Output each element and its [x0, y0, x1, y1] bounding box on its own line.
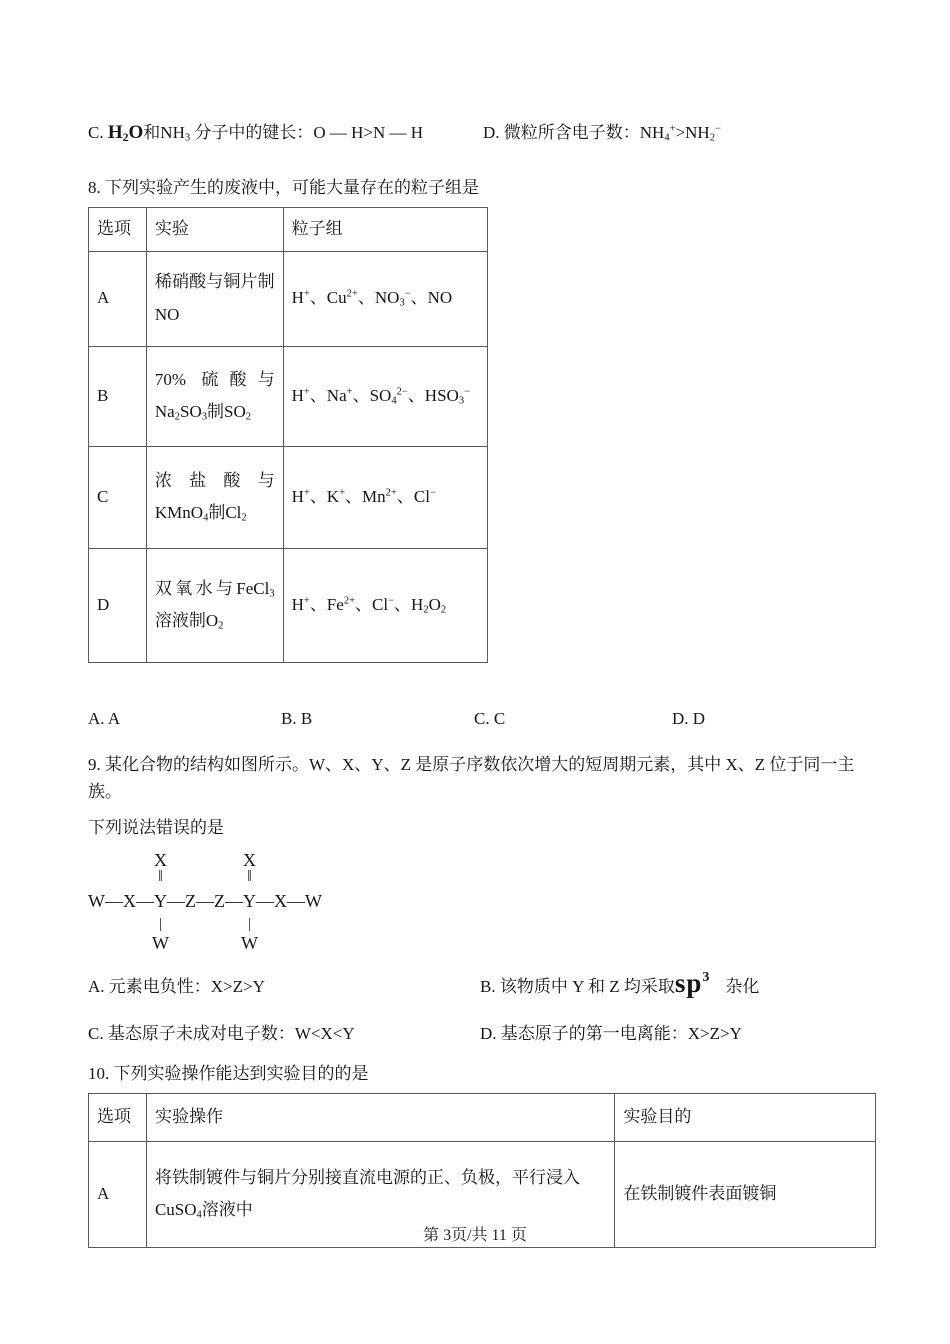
q8-title: 8. 下列实验产生的废液中，可能大量存在的粒子组是: [88, 178, 479, 197]
ions-cell: H+、K+、$Mn^{2+}$、Cl−: [283, 446, 487, 548]
operation-cell: 将铁制镀件与铜片分别接直流电源的正、负极，平行浸入CuSO$_4$溶液中: [146, 1141, 614, 1247]
q10-title: 10. 下列实验操作能达到实验目的的是: [88, 1064, 369, 1084]
footer-page-number: 第 3页/共 11 页: [423, 1227, 527, 1244]
atom: Y: [243, 891, 256, 912]
q9-option-a: A. 元素电负性：X>Z>Y: [88, 977, 265, 997]
bond-dash: —: [196, 891, 214, 912]
atom: Z: [185, 891, 196, 912]
q10-header-purpose: 实验目的: [615, 1093, 876, 1141]
q8-header-experiment: 实验: [146, 207, 283, 251]
ions-cell: H+、Na+、$SO_4^{2-}$、$HSO_3^-$: [283, 346, 487, 446]
y-atom-group: [152, 850, 169, 954]
y-atom-group: [241, 850, 258, 954]
experiment-cell: 浓盐酸与KMnO$_4$制$Cl_2$: [146, 446, 283, 548]
q9-option-d: D. 基态原子的第一电离能：X>Z>Y: [480, 1024, 742, 1044]
option-cell: B: [89, 346, 147, 446]
table-row: [89, 446, 488, 548]
q8-answer-a: A. A: [88, 708, 121, 728]
q8-answer-c: C. C: [474, 708, 506, 728]
double-bond: ‖: [158, 868, 163, 886]
q9-options-row-ab: [88, 968, 870, 999]
q9-option-c: C. 基态原子未成对电子数：W<X<Y: [88, 1024, 355, 1044]
ions-cell: H+、$Fe^{2+}$、Cl−、$H_2O_2$: [283, 548, 487, 662]
single-bond: |: [247, 916, 252, 933]
ions-cell: H+、$Cu^{2+}$、$NO_3^-$、NO: [283, 251, 487, 346]
q7-options-row: [88, 118, 870, 144]
q8-table: [88, 207, 488, 663]
double-bond: ‖: [247, 868, 252, 886]
bond-dash: —: [256, 891, 274, 912]
atom: Y: [154, 891, 167, 912]
q8-answer-b: B. B: [281, 708, 313, 728]
hybridization-sp: sp: [674, 968, 703, 999]
atom: W: [88, 891, 105, 912]
bottom-substituent-atom: W: [152, 933, 169, 954]
option-cell: D: [89, 548, 147, 662]
q8-header-row: [89, 207, 488, 251]
bond-dash: —: [167, 891, 185, 912]
q9-option-b-text: B. 该物质中 Y 和 Z 均采取: [480, 977, 675, 997]
q9-options-row-cd: [88, 1019, 870, 1044]
atom: X: [274, 891, 287, 912]
atom: X: [123, 891, 136, 912]
top-substituent-atom: X: [243, 850, 256, 871]
purpose-cell: 在铁制镀件表面镀铜: [615, 1141, 876, 1247]
table-row: [89, 548, 488, 662]
experiment-cell: 70% 硫酸与$Na_2SO_3$制$SO_2$: [146, 346, 283, 446]
bond-dash: —: [225, 891, 243, 912]
q7-option-d: D. 微粒所含电子数：$NH_4^+>NH_2^-$: [483, 123, 721, 144]
bond-dash: —: [105, 891, 123, 912]
q10-header-option: 选项: [89, 1093, 147, 1141]
q8-header-option: 选项: [89, 207, 147, 251]
experiment-cell: 双氧水与FeCl$_3$溶液制$O_2$: [146, 548, 283, 662]
bond-dash: —: [287, 891, 305, 912]
q9-title: 9. 某化合物的结构如图所示。W、X、Y、Z 是原子序数依次增大的短周期元素，其中 X、Z 位于同一主族。: [88, 754, 855, 801]
q9-option-b-suffix: 杂化: [725, 977, 760, 997]
option-cell: A: [89, 1141, 147, 1247]
q9-option-b: [480, 968, 759, 999]
q9-title-continued: 下列说法错误的是: [88, 818, 224, 838]
q7-option-c: C. $H_2O$和$NH_3$ 分子中的键长：O — H>N — H: [88, 122, 424, 144]
single-bond: |: [158, 916, 163, 933]
q8-answer-d: D. D: [672, 708, 706, 728]
experiment-cell: 稀硝酸与铜片制NO: [146, 251, 283, 346]
q10-header-operation: 实验操作: [146, 1093, 614, 1141]
hybridization-exponent: 3: [702, 970, 710, 986]
atom: W: [305, 891, 322, 912]
q10-header-row: [89, 1093, 876, 1141]
top-substituent-atom: X: [154, 850, 167, 871]
option-cell: A: [89, 251, 147, 346]
bottom-substituent-atom: W: [241, 933, 258, 954]
q8-header-ions: 粒子组: [283, 207, 487, 251]
table-row: [89, 251, 488, 346]
q8-answer-options: [88, 709, 870, 729]
q9-structure-diagram: [88, 850, 322, 954]
bond-dash: —: [136, 891, 154, 912]
table-row: [89, 346, 488, 446]
option-cell: C: [89, 446, 147, 548]
atom: Z: [214, 891, 225, 912]
